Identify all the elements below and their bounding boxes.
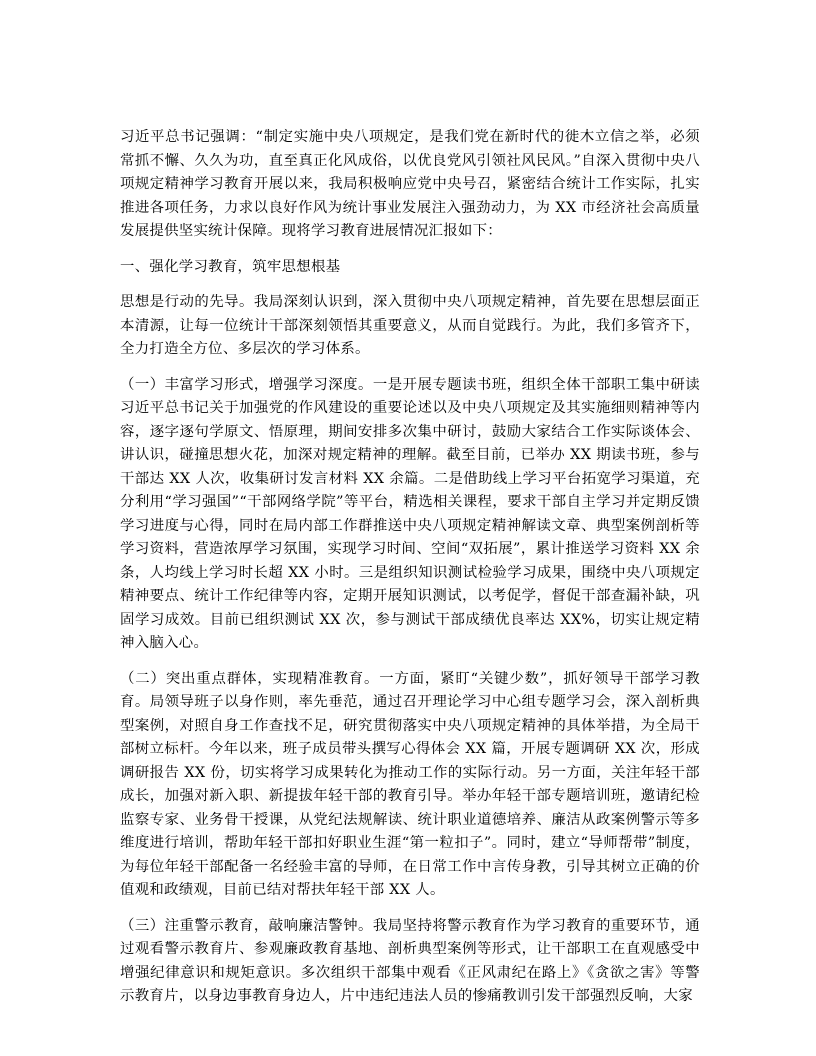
subsection-1-paragraph: （一）丰富学习形式，增强学习深度。一是开展专题读书班，组织全体干部职工集中研读习近平总书记关于加强党的作风建设的重要论述以及中央八项规定及其实施细则精神等内容，逐字逐句学原文、悟原理，期间安排多次集中研讨，鼓励大家结合工作实际谈体会、讲认识，碰撞思想火花，加深对规定精神的理解。截至目前，已举办 XX 期读书班，参与干部达 XX 人次，收集研讨发言材料 XX 余篇。二是借助线上学习平台拓宽学习渠道，充分利用“学习强国”“干部网络学院”等平台，精选相关课程，要求干部自主学习并定期反馈学习进度与心得，同时在局内部工作群推送中央八项规定精神解读文章、典型案例剖析等学习资料，营造浓厚学习氛围，实现学习时间、空间“双拓展”，累计推送学习资料 XX 余条，人均线上学习时长超 XX 小时。三是组织知识测试检验学习成果，围绕中央八项规定精神要点、统计工作纪律等内容，定期开展知识测试，以考促学，督促干部查漏补缺，巩固学习成效。目前已组织测试 XX 次，参与测试干部成绩优良率达 XX%，切实让规定精神入脑入心。 (120, 376, 700, 651)
intro-paragraph: 习近平总书记强调：“制定实施中央八项规定，是我们党在新时代的徙木立信之举，必须常抓不懈、久久为功，直至真正化风成俗，以优良党风引领社风民风。”自深入贯彻中央八项规定精神学习教育开展以来，我局积极响应党中央号召，紧密结合统计工作实际，扎实推进各项任务，力求以良好作风为统计事业发展注入强劲动力，为 XX 市经济社会高质量发展提供坚实统计保障。现将学习教育进展情况汇报如下： (120, 129, 700, 239)
section-heading-1: 一、强化学习教育，筑牢思想根基 (120, 258, 341, 275)
document-page (120, 126, 700, 1021)
subsection-2-paragraph: （二）突出重点群体，实现精准教育。一方面，紧盯“关键少数”，抓好领导干部学习教育。局领导班子以身作则，率先垂范，通过召开理论学习中心组专题学习会，深入剖析典型案例，对照自身工作查找不足，研究贯彻落实中央八项规定精神的具体举措，为全局干部树立标杆。今年以来，班子成员带头撰写心得体会 XX 篇，开展专题调研 XX 次，形成调研报告 XX 份，切实将学习成果转化为推动工作的实际行动。另一方面，关注年轻干部成长，加强对新入职、新提拔年轻干部的教育引导。举办年轻干部专题培训班，邀请纪检监察专家、业务骨干授课，从党纪法规解读、统计职业道德培养、廉洁从政案例警示等多维度进行培训，帮助年轻干部扣好职业生涯“第一粒扣子”。同时，建立“导师帮带”制度，为每位年轻干部配备一名经验丰富的导师，在日常工作中言传身教，引导其树立正确的价值观和政绩观，目前已结对帮扶年轻干部 XX 人。 (120, 670, 700, 898)
subsection-3-paragraph: （三）注重警示教育，敲响廉洁警钟。我局坚持将警示教育作为学习教育的重要环节，通过观看警示教育片、参观廉政教育基地、剖析典型案例等形式，让干部职工在直观感受中增强纪律意识和规矩意识。多次组织干部集中观看《正风肃纪在路上》《贪欲之害》等警示教育片，以身边事教育身边人，片中违纪违法人员的惨痛教训引发干部强烈反响，大家 (120, 917, 700, 1004)
section-1-intro-paragraph: 思想是行动的先导。我局深刻认识到，深入贯彻中央八项规定精神，首先要在思想层面正本清源，让每一位统计干部深刻领悟其重要意义，从而自觉践行。为此，我们多管齐下，全力打造全方位、多层次的学习体系。 (120, 294, 700, 357)
